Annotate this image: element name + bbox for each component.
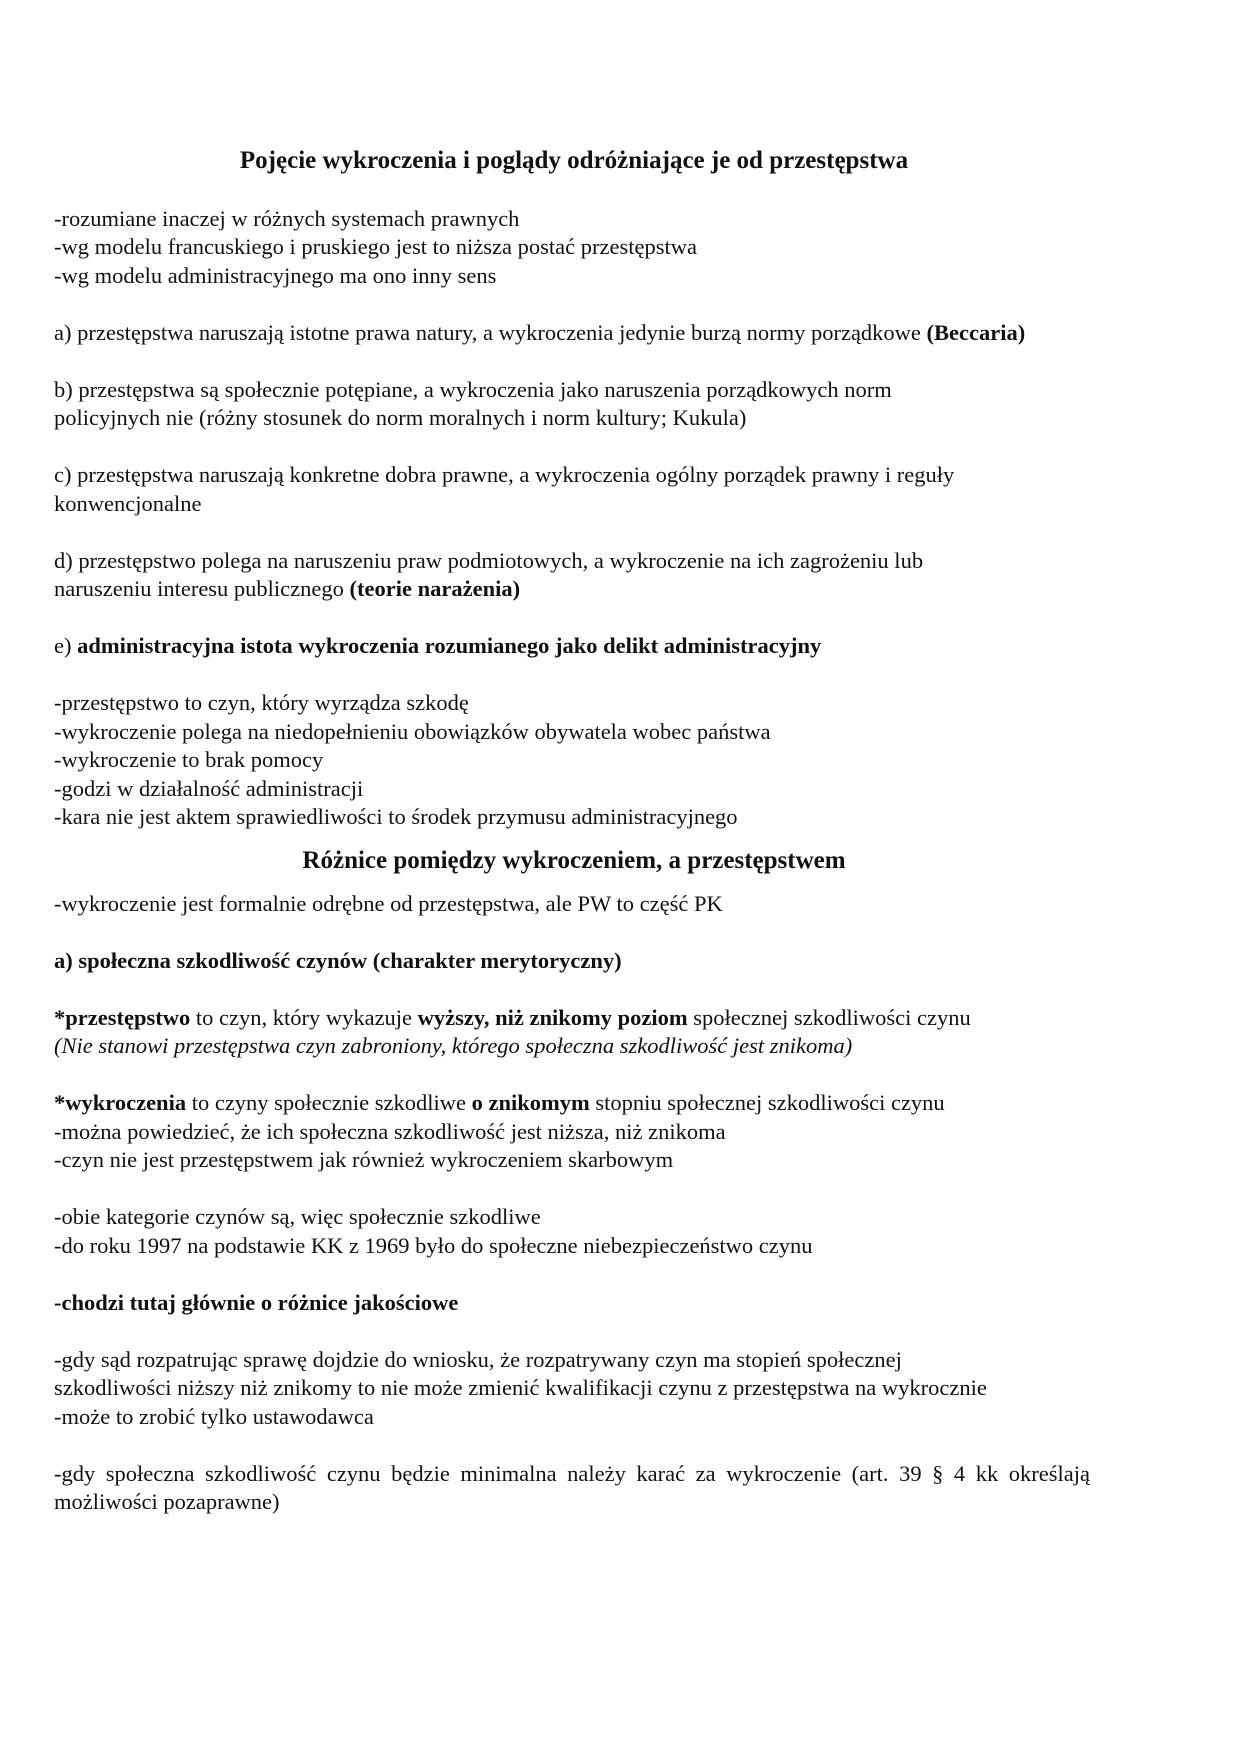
intro-line-3: -wg modelu administracyjnego ma ono inny sens <box>54 262 497 288</box>
list2-item-3: -wykroczenie to brak pomocy <box>54 747 324 772</box>
crime-note: (Nie stanowi przestępstwa czyn zabroniony, którego społeczna szkodliwość jest znikoma) <box>54 1033 853 1058</box>
crime-definition: *przestępstwo to czyn, który wykazuje wyższy, niż znikomy poziom społecznej szkodliwości czynu <box>54 1004 971 1030</box>
intro-line-1: -rozumiane inaczej w różnych systemach prawnych <box>54 205 520 231</box>
list2-item-1: -przestępstwo to czyn, który wyrządza szkodę <box>54 690 469 715</box>
both-line-1: -obie kategorie czynów są, więc społecznie szkodliwe <box>54 1204 541 1229</box>
court-line-3: -może to zrobić tylko ustawodawca <box>54 1403 374 1429</box>
point-b-line-1: b) przestępstwa są społecznie potępiane, a wykroczenia jako naruszenia porządkowych norm <box>54 376 892 402</box>
point-e: e) administracyjna istota wykroczenia rozumianego jako delikt administracyjny <box>54 633 822 658</box>
point-d-line-1: d) przestępstwo polega na naruszeniu praw podmiotowych, a wykroczenie na ich zagrożeniu lub <box>54 547 924 573</box>
list2-item-5: -kara nie jest aktem sprawiedliwości to środek przymusu administracyjnego <box>54 804 738 829</box>
point-a: a) przestępstwa naruszają istotne prawa natury, a wykroczenia jedynie burzą normy porządkowe (Beccaria) <box>54 319 1026 345</box>
offense-definition: *wykroczenia to czyny społecznie szkodliwe o znikomym stopniu społecznej szkodliwości czynu <box>54 1090 945 1115</box>
document-body <box>54 146 1194 1517</box>
offense-line-2: -czyn nie jest przestępstwem jak również wykroczeniem skarbowym <box>54 1147 674 1172</box>
both-line-2: -do roku 1997 na podstawie KK z 1969 było do społeczne niebezpieczeństwo czynu <box>54 1232 813 1258</box>
court-line-1: -gdy sąd rozpatrując sprawę dojdzie do wniosku, że rozpatrywany czyn ma stopień społecznej <box>54 1346 902 1372</box>
point-c-line-2: konwencjonalne <box>54 490 202 516</box>
point-c-line-1: c) przestępstwa naruszają konkretne dobra prawne, a wykroczenia ogólny porządek prawny i reguły <box>54 462 955 487</box>
intro-line-2: -wg modelu francuskiego i pruskiego jest to niższa postać przestępstwa <box>54 234 697 259</box>
subsection-a: a) społeczna szkodliwość czynów (charakter merytoryczny) <box>54 947 622 973</box>
page-title: Pojęcie wykroczenia i poglądy odróżniające je od przestępstwa <box>239 147 909 174</box>
qualitative-line: -chodzi tutaj głównie o różnice jakościowe <box>54 1289 459 1315</box>
point-d-line-2: naruszeniu interesu publicznego (teorie narażenia) <box>54 576 521 601</box>
formal-line: -wykroczenie jest formalnie odrębne od przestępstwa, ale PW to część PK <box>54 890 723 916</box>
list2-item-4: -godzi w działalność administracji <box>54 775 364 801</box>
spacer <box>54 176 1194 205</box>
list2-item-2: -wykroczenie polega na niedopełnieniu obowiązków obywatela wobec państwa <box>54 718 771 744</box>
court-line-2: szkodliwości niższy niż znikomy to nie może zmienić kwalifikacji czynu z przestępstwa na wykrocznie <box>54 1375 987 1400</box>
point-b-line-2: policyjnych nie (różny stosunek do norm moralnych i norm kultury; Kukula) <box>54 405 747 430</box>
section-heading: Różnice pomiędzy wykroczeniem, a przestępstwem <box>302 846 846 874</box>
offense-line-1: -można powiedzieć, że ich społeczna szkodliwość jest niższa, niż znikoma <box>54 1118 726 1144</box>
minimal-paragraph: -gdy społeczna szkodliwość czynu będzie minimalna należy karać za wykroczenie (art. 39 § 4 kk określają możliwości pozaprawne) <box>54 1460 1090 1514</box>
